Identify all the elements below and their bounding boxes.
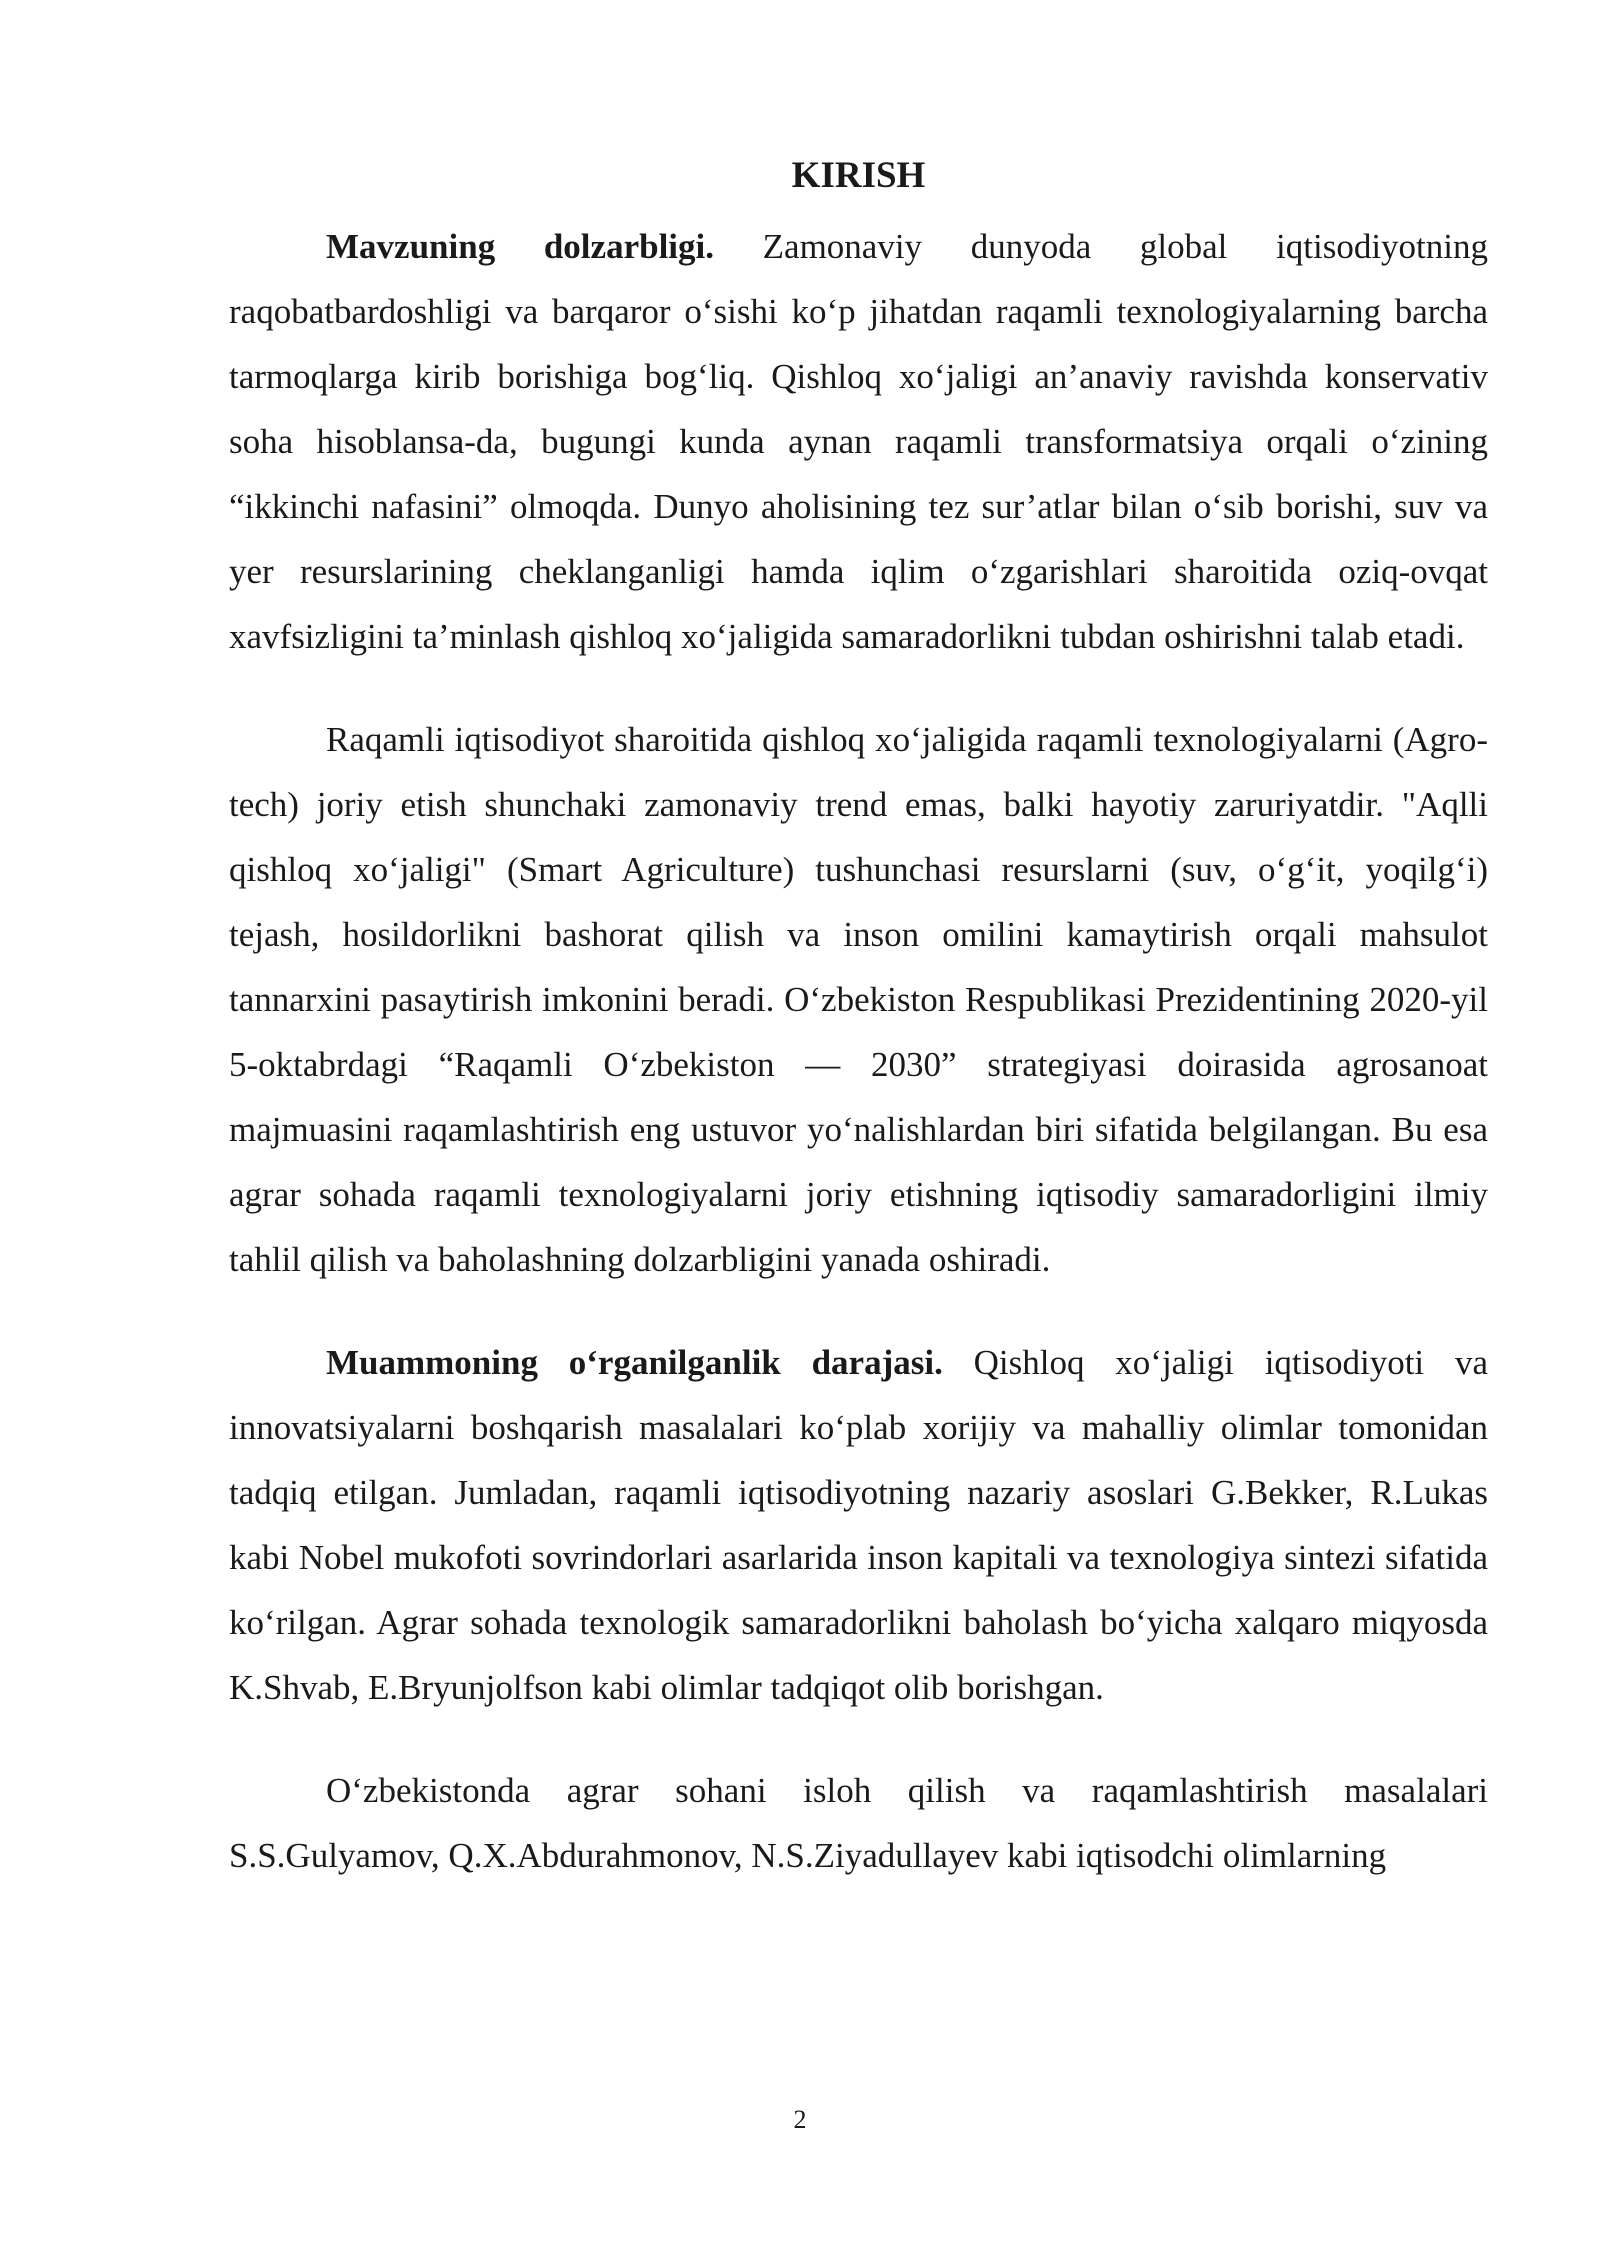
paragraph-text: Qishloq xo‘jaligi iqtisodiyoti va innovatsiyalarni boshqarish masalalari ko‘plab xorijiy va mahalliy olimlar tomonidan tadqiq etilgan. Jumladan, raqamli iqtisodiyotning nazariy asoslari G.Bekker, R.Lukas kabi Nobel mukofoti sovrindorlari asarlarida inson kapitali va texnologiya sintezi sifatida ko‘rilgan. Agrar sohada texnologik samaradorlikni baholash bo‘yicha xalqaro miqyosda K.Shvab, E.Bryunjolfson kabi olimlar tadqiqot olib borishgan. — [229, 1343, 1489, 1707]
paragraph-research-degree — [229, 1330, 1488, 1720]
paragraph-uzbekistan-research — [229, 1758, 1488, 1888]
paragraph-lead: Muammoning o‘rganilganlik darajasi. — [326, 1343, 943, 1382]
paragraph-text: O‘zbekistonda agrar sohani isloh qilish va raqamlashtirish masalalari S.S.Gulyamov, Q.X.Abdurahmonov, N.S.Ziyadullayev kabi iqtisodchi olimlarning — [229, 1771, 1488, 1875]
paragraph-lead: Mavzuning dolzarbligi. — [326, 227, 714, 266]
page-number: 2 — [793, 2105, 807, 2134]
section-title: KIRISH — [791, 155, 926, 196]
paragraph-relevance — [229, 214, 1488, 669]
paragraph-text: Zamonaviy dunyoda global iqtisodiyotning raqobatbardoshligi va barqaror o‘sishi ko‘p jihatdan raqamli texnologiyalarning barcha tarmoqlarga kirib borishiga bog‘liq. Qishloq xo‘jaligi an’anaviy ravishda konservativ soha hisoblansa-da, bugungi kunda aynan raqamli transformatsiya orqali o‘zining “ikkinchi nafasini” olmoqda. Dunyo aholisining tez sur’atlar bilan o‘sib borishi, suv va yer resurslarining cheklanganligi hamda iqlim o‘zgarishlari sharoitida oziq-ovqat xavfsizligini ta’minlash qishloq xo‘jaligida samaradorlikni tubdan oshirishni talab etadi. — [229, 227, 1488, 656]
paragraph-text: Raqamli iqtisodiyot sharoitida qishloq xo‘jaligida raqamli texnologiyalarni (Agro-tech) joriy etish shunchaki zamonaviy trend emas, balki hayotiy zaruriyatdir. "Aqlli qishloq xo‘jaligi" (Smart Agriculture) tushunchasi resurslarni (suv, o‘g‘it, yoqilg‘i) tejash, hosildorlikni bashorat qilish va inson omilini kamaytirish orqali mahsulot tannarxini pasaytirish imkonini beradi. O‘zbekiston Respublikasi Prezidentining 2020-yil 5-oktabrdagi “Raqamli O‘zbekiston — 2030” strategiyasi doirasida agrosanoat majmuasini raqamlashtirish eng ustuvor yo‘nalishlardan biri sifatida belgilangan. Bu esa agrar sohada raqamli texnologiyalarni joriy etishning iqtisodiy samaradorligini ilmiy tahlil qilish va baholashning dolzarbligini yanada oshiradi. — [229, 720, 1488, 1279]
paragraph-digital-economy — [229, 707, 1488, 1292]
document-page — [229, 150, 1488, 1926]
